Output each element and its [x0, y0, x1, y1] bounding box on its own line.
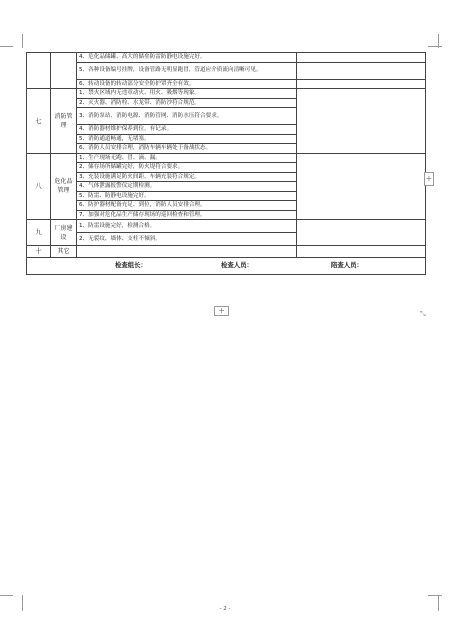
section-number: 九	[27, 220, 51, 246]
inspector-signature-label: 检查人员：	[221, 261, 253, 269]
table-row	[27, 246, 426, 258]
item-cell[interactable]: 2、无裂纹、墙体、支柱不倾斜。	[77, 233, 297, 246]
item-cell[interactable]: 4、气体泄露报警仪定期检测。	[77, 182, 297, 192]
section-category: 其它	[51, 246, 77, 258]
item-cell[interactable]: 4、消防器材维护保养到位，有记录。	[77, 125, 297, 135]
result-cell[interactable]	[297, 89, 426, 154]
add-row-button[interactable]: +	[214, 306, 229, 316]
section-number: 七	[27, 89, 51, 154]
table-row	[27, 62, 426, 79]
item-cell[interactable]: 5、消防通道畅通，无堵塞。	[77, 134, 297, 144]
section-category: 消防管理	[51, 89, 77, 154]
item-cell[interactable]: 1、生产现场无跑、冒、滴、漏。	[77, 153, 297, 163]
result-cell[interactable]	[297, 246, 426, 258]
section-category: 危化品管理	[51, 153, 77, 220]
table-row	[27, 79, 426, 89]
crop-mark-bottom-left-h	[0, 595, 13, 597]
table-row	[27, 89, 426, 99]
row-number-cell	[27, 53, 51, 89]
result-cell[interactable]	[297, 220, 426, 246]
item-cell[interactable]: 1、防雷设施完好，检测合格。	[77, 220, 297, 233]
section-category: 厂房建设	[51, 220, 77, 246]
item-cell[interactable]: 1、禁火区域内无违章动火、用火、吸烟等现象。	[77, 89, 297, 99]
category-cell	[51, 53, 77, 89]
crop-mark-top-right-h	[428, 45, 442, 47]
add-column-button[interactable]: +	[424, 172, 434, 186]
item-cell[interactable]: 7、加强对危化品生产储存现场的巡回检查和管理。	[77, 210, 297, 220]
crop-mark-top-left-h	[0, 45, 13, 47]
item-cell[interactable]: 5、各种设备编号挂牌，设备管路无明显跑冒，管道应介质流向清晰可见。	[77, 62, 297, 79]
result-cell[interactable]	[297, 53, 426, 63]
result-cell[interactable]	[297, 62, 426, 79]
escort-signature-label: 陪查人员：	[331, 261, 363, 269]
item-cell[interactable]	[77, 246, 297, 258]
result-cell[interactable]	[297, 153, 426, 220]
table-row	[27, 220, 426, 233]
item-cell[interactable]: 3、消防泵站、消防电源、消防管网、消防水压符合要求。	[77, 108, 297, 125]
item-cell[interactable]: 2、灭火器、消防栓、水龙带、消防沙符合规范。	[77, 98, 297, 108]
leader-signature-label: 检查组长：	[115, 261, 147, 269]
item-cell[interactable]: 2、储存场所储罐完好，防火堤符合要求。	[77, 163, 297, 173]
inspection-table	[26, 52, 426, 275]
crop-mark-bottom-right-h	[428, 595, 442, 597]
result-cell[interactable]	[297, 79, 426, 89]
signature-row	[27, 258, 426, 275]
item-cell[interactable]: 4、危化品储罐、高大的储垒防雷防静电设施完好。	[77, 53, 297, 63]
item-cell[interactable]: 6、消防人员安排合理，消防车辆车辆处于备战状态。	[77, 144, 297, 154]
table-row	[27, 53, 426, 63]
section-number: 十	[27, 246, 51, 258]
table-row	[27, 153, 426, 163]
item-cell[interactable]: 5、防雷、防静电设施完好。	[77, 191, 297, 201]
item-cell[interactable]: 6、转动设备的转动部分安全防护罩齐全有效。	[77, 79, 297, 89]
section-number: 八	[27, 153, 51, 220]
item-cell[interactable]: 6、防护器材配备充足、到位，消防人员安排合理。	[77, 201, 297, 211]
item-cell[interactable]: 3、充装设施满足防火间距，车辆充装符合规定。	[77, 172, 297, 182]
crop-mark-top-left	[12, 34, 23, 48]
page-number: - 2 -	[219, 606, 231, 612]
table-resize-icon[interactable]: ⤡	[420, 310, 426, 318]
